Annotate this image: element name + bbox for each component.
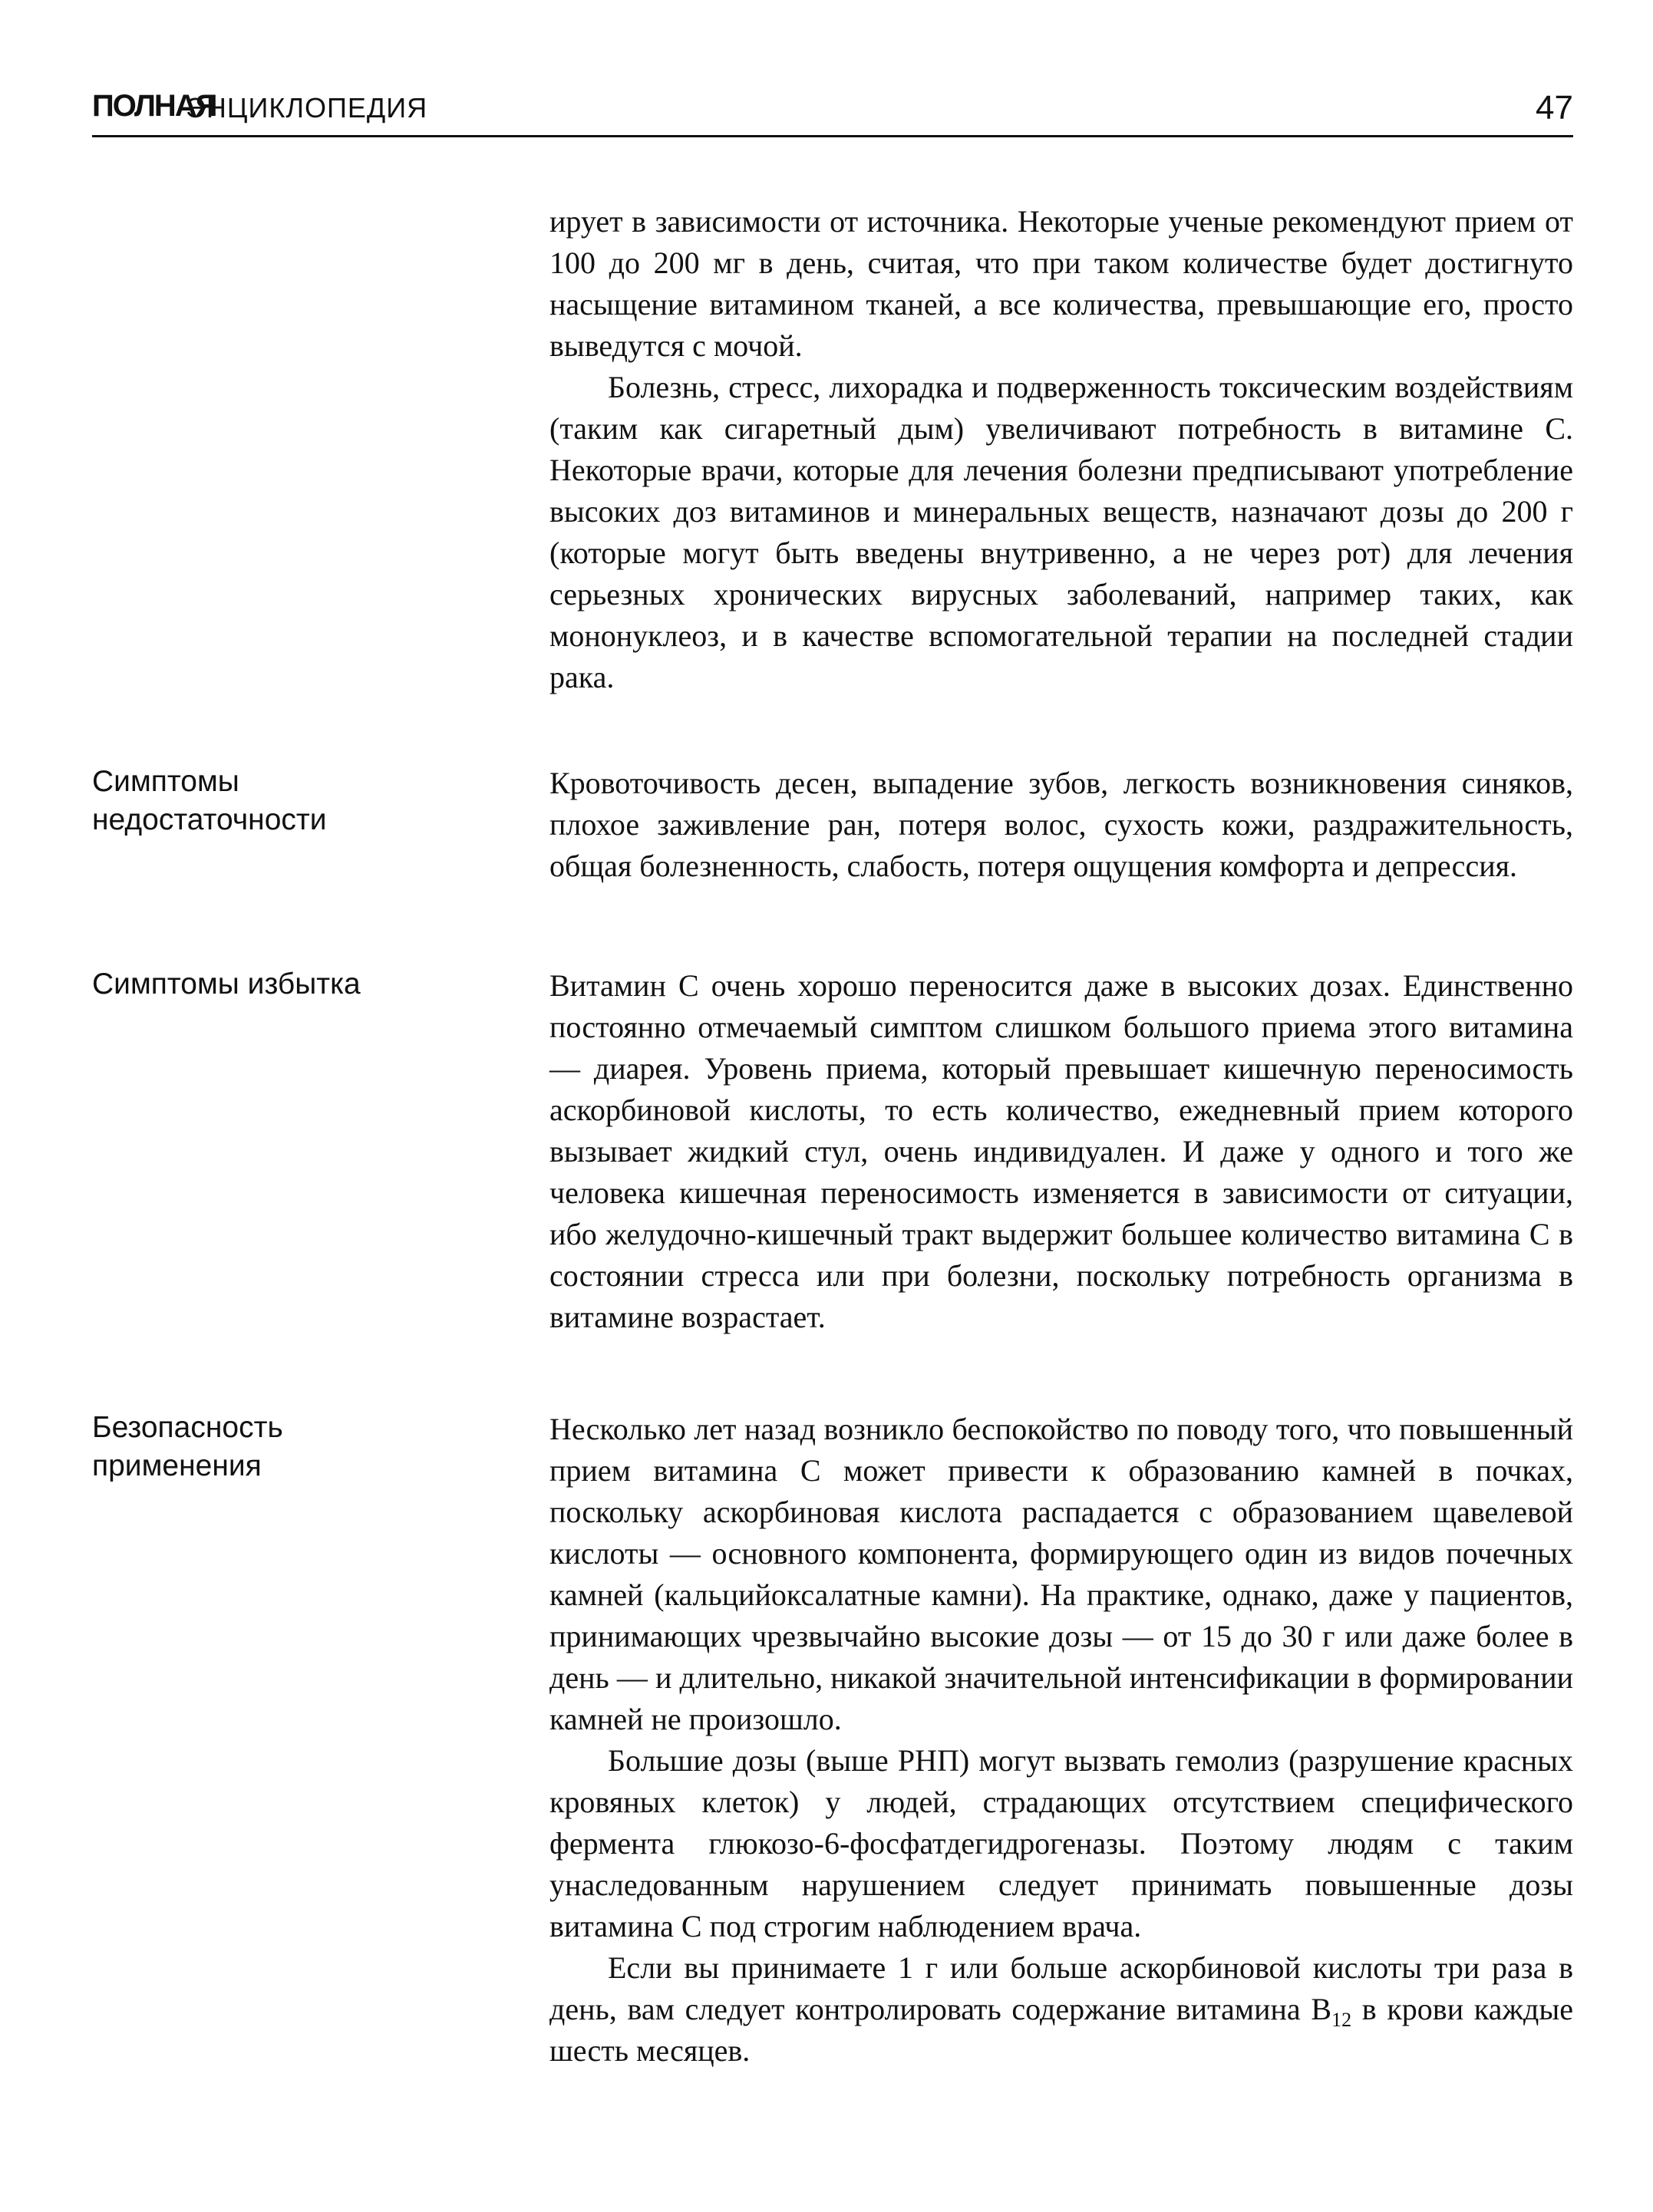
header-rule [92, 135, 1573, 137]
vitamin-subscript: 12 [1331, 2009, 1352, 2031]
excess-text: Витамин С очень хорошо переносится даже в высоких дозах. Единственно постоянно отмечаемый симптом слишком большого приема этого витамина — диарея. Уровень приема, который превышает кишечную переносимость аскорбиновой кислоты, то есть количество, ежедневный прием которого вызывает жидкий стул, очень индивидуален. И даже у одного и того же человека кишечная переносимость изменяется в зависимости от ситуации, ибо желудочно-кишечный тракт выдержит большее количество витамина С в состоянии стресса или при болезни, поскольку потребность организма в витамине возрастает. [549, 968, 1573, 1334]
deficiency-text: Кровоточивость десен, выпадение зубов, легкость возникновения синяков, плохое заживление ран, потеря волос, сухость кожи, раздражительность, общая болезненность, слабость, потеря ощущения комфорта и депрессия. [549, 766, 1573, 883]
deficiency-label-line-2: недостаточности [92, 803, 327, 836]
safety-paragraph-3-end: в крови каждые шесть месяцев. [549, 1992, 1574, 2068]
excess-label [92, 965, 445, 1004]
deficiency-body [549, 763, 1573, 887]
safety-label-line-2: применения [92, 1449, 262, 1482]
excess-label-line-1: Симптомы избытка [92, 968, 361, 1001]
publisher-logo: ПОЛНАЯ [92, 89, 216, 123]
safety-paragraph-3 [549, 1947, 1573, 2072]
intro-body [549, 201, 1573, 698]
safety-body [549, 1409, 1573, 2072]
safety-paragraph-2: Большие дозы (выше РНП) могут вызвать гемолиз (разрушение красных кровяных клеток) у людей, страдающих отсутствием специфического фермента глюкозо-6-фосфатдегидрогеназы. Поэтому людям с таким унаследованным нарушением следует принимать повышенные дозы витамина С под строгим наблюдением врача. [549, 1743, 1573, 1943]
safety-paragraph-3-start: Если вы принимаете 1 г или больше аскорбиновой кислоты три раза в день, вам следует контролировать содержание витамина B [549, 1950, 1573, 2026]
deficiency-label-line-1: Симптомы [92, 765, 239, 798]
intro-paragraph-1: ирует в зависимости от источника. Некоторые ученые рекомендуют прием от 100 до 200 мг в день, считая, что при таком количестве будет достигнуто насыщение витамином тканей, а все количества, превышающие его, просто выведутся с мочой. [549, 204, 1573, 363]
series-title: ЭНЦИКЛОПЕДИЯ [186, 92, 428, 124]
page-number: 47 [1536, 89, 1573, 127]
running-header [92, 84, 1573, 138]
intro-paragraph-2: Болезнь, стресс, лихорадка и подверженность токсическим воздействиям (таким как сигаретный дым) увеличивают потребность в витамине С. Некоторые врачи, которые для лечения болезни предписывают употребление высоких доз витаминов и минеральных веществ, назначают дозы до 200 г (которые могут быть введены внутривенно, а не через рот) для лечения серьезных хронических вирусных заболеваний, например таких, как мононуклеоз, и в качестве вспомогательной терапии на последней стадии рака. [549, 370, 1573, 694]
excess-body [549, 965, 1573, 1338]
safety-label-line-1: Безопасность [92, 1411, 283, 1444]
safety-paragraph-1: Несколько лет назад возникло беспокойство по поводу того, что повышенный прием витамина С может привести к образованию камней в почках, поскольку аскорбиновая кислота распадается с образованием щавелевой кислоты — основного компонента, формирующего один из видов почечных камней (кальцийоксалатные камни). На практике, однако, даже у пациентов, принимающих чрезвычайно высокие дозы — от 15 до 30 г или даже более в день — и длительно, никакой значительной интенсификации в формировании камней не произошло. [549, 1412, 1573, 1736]
deficiency-label [92, 763, 445, 839]
safety-label [92, 1409, 445, 1485]
